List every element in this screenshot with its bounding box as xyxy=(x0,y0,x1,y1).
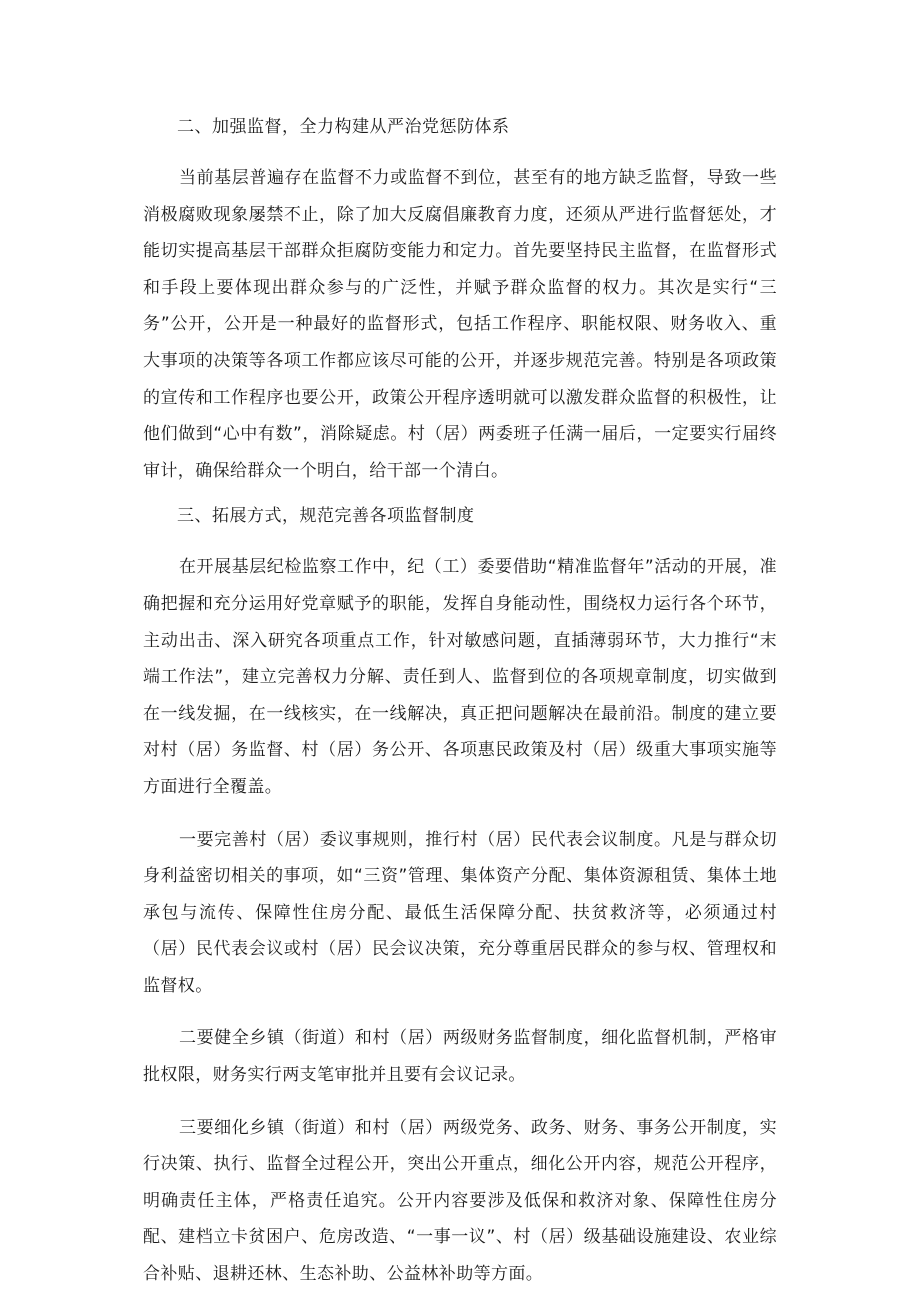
section-2-heading: 二、加强监督，全力构建从严治党惩防体系 xyxy=(177,117,510,137)
section-3-point-1: 一要完善村（居）委议事规则，推行村（居）民代表会议制度。凡是与群众切身利益密切相关的事项，如“三资”管理、集体资产分配、集体资源租赁、集体土地承包与流传、保障性住房分配、最低生活保障分配、扶贫救济等，必须通过村（居）民代表会议或村（居）民会议决策，充分尊重居民群众的参与权、管理权和监督权。 xyxy=(143,829,777,996)
section-2-paragraph: 当前基层普遍存在监督不力或监督不到位，甚至有的地方缺乏监督，导致一些消极腐败现象屡禁不止，除了加大反腐倡廉教育力度，还须从严进行监督惩处，才能切实提高基层干部群众拒腐防变能力和定力。首先要坚持民主监督，在监督形式和手段上要体现出群众参与的广泛性，并赋予群众监督的权力。其次是实行“三务”公开，公开是一种最好的监督形式，包括工作程序、职能权限、财务收入、重大事项的决策等各项工作都应该尽可能的公开，并逐步规范完善。特别是各项政策的宣传和工作程序也要公开，政策公开程序透明就可以激发群众监督的积极性，让他们做到“心中有数”，消除疑虑。村（居）两委班子任满一届后，一定要实行届终审计，确保给群众一个明白，给干部一个清白。 xyxy=(143,168,777,481)
document-body xyxy=(143,112,777,1293)
section-3-paragraph: 在开展基层纪检监察工作中，纪（工）委要借助“精准监督年”活动的开展，准确把握和充分运用好党章赋予的职能，发挥自身能动性，围绕权力运行各个环节，主动出击、深入研究各项重点工作，针对敏感问题，直插薄弱环节，大力推行“末端工作法”，建立完善权力分解、责任到人、监督到位的各项规章制度，切实做到在一线发掘，在一线核实，在一线解决，真正把问题解决在最前沿。制度的建立要对村（居）务监督、村（居）务公开、各项惠民政策及村（居）级重大事项实施等方面进行全覆盖。 xyxy=(143,557,777,797)
section-3-heading: 三、拓展方式，规范完善各项监督制度 xyxy=(177,506,475,527)
section-3-point-3: 三要细化乡镇（街道）和村（居）两级党务、政务、财务、事务公开制度，实行决策、执行、监督全过程公开，突出公开重点，细化公开内容，规范公开程序，明确责任主体，严格责任追究。公开内容要涉及低保和救济对象、保障性住房分配、建档立卡贫困户、危房改造、“一事一议”、村（居）级基础设施建设、农业综合补贴、退耕还林、生态补助、公益林补助等方面。 xyxy=(143,1117,777,1285)
section-3-point-2: 二要健全乡镇（街道）和村（居）两级财务监督制度，细化监督机制，严格审批权限，财务实行两支笔审批并且要有会议记录。 xyxy=(143,1028,777,1086)
